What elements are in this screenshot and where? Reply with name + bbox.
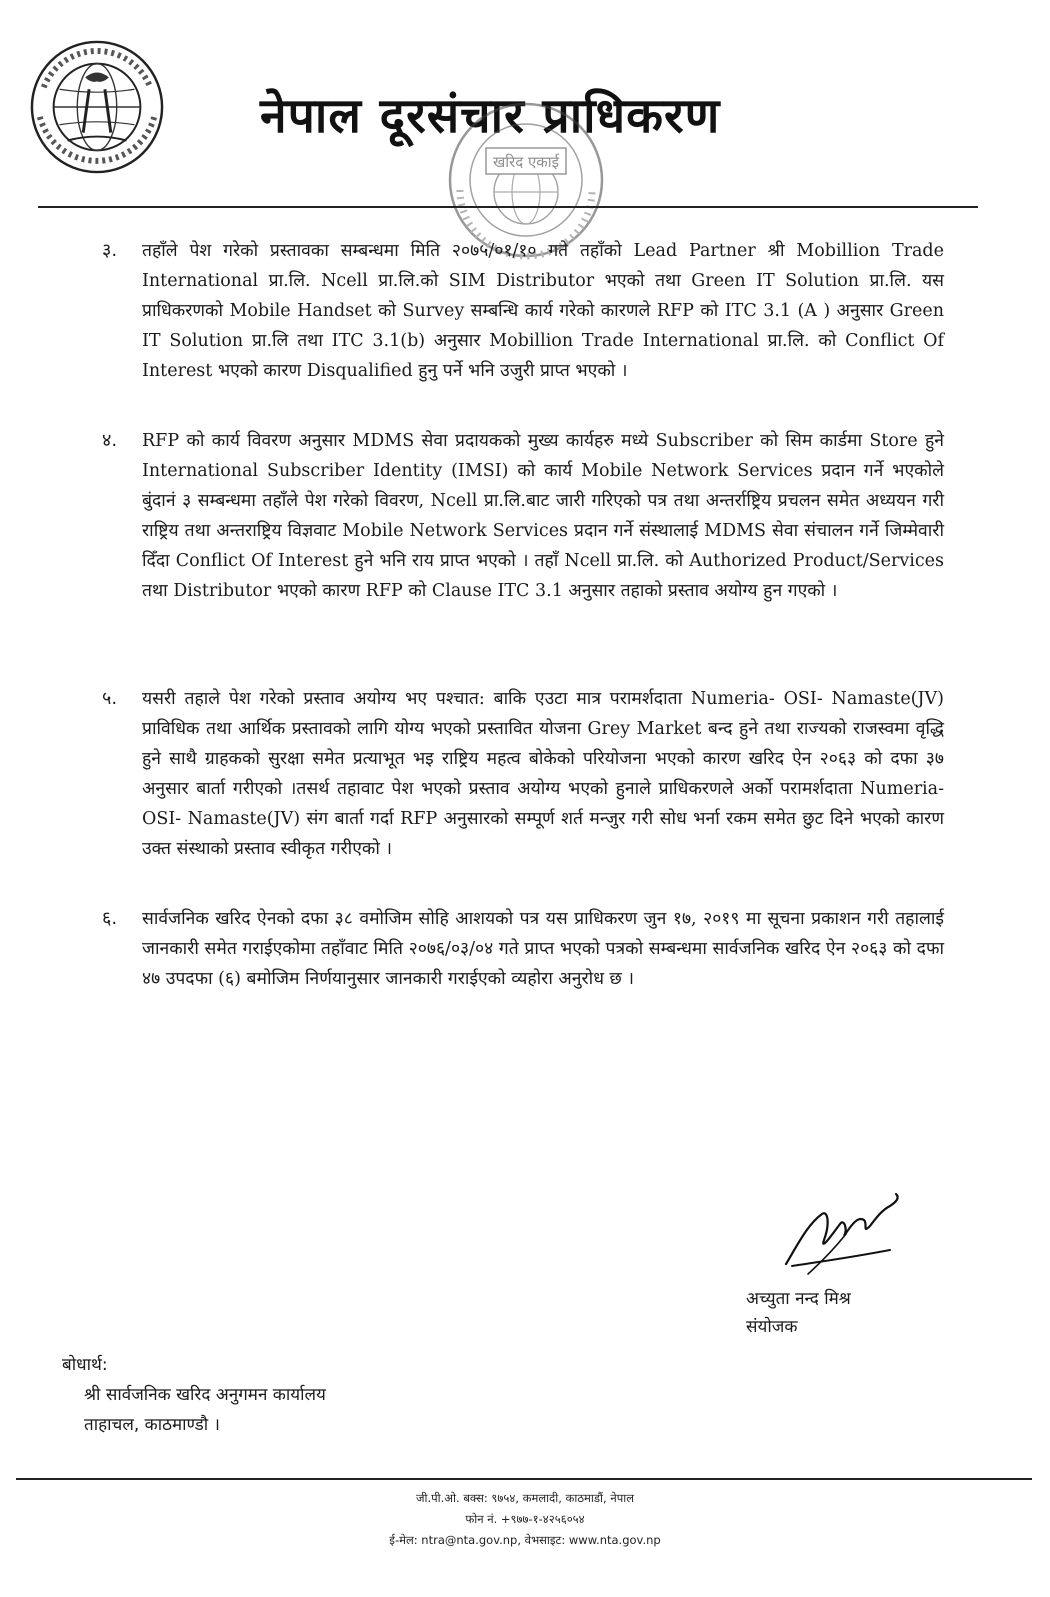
letter-body bbox=[102, 236, 944, 1034]
signatory-name: अच्युता नन्द मिश्र bbox=[746, 1289, 851, 1309]
point-number: ४. bbox=[102, 430, 118, 451]
point-number: ५. bbox=[102, 688, 118, 709]
organization-title: नेपाल दूरसंचार प्राधिकरण bbox=[260, 88, 721, 144]
point-4 bbox=[102, 426, 944, 606]
handwritten-signature-icon bbox=[778, 1184, 908, 1280]
point-5 bbox=[102, 684, 944, 864]
point-text: तहाँले पेश गरेको प्रस्तावका सम्बन्धमा मिति २०७५/०१/१० गते तहाँको Lead Partner श्री Mobillion Trade International प्रा.लि. Ncell प्रा.लि.को SIM Distributor भएको तथा Green IT Solution प्रा.लि. यस प्राधिकरणको Mobile Handset को Survey सम्बन्धि कार्य गरेको कारणले RFP को ITC 3.1 (A ) अनुसार Green IT Solution प्रा.लि तथा ITC 3.1(b) अनुसार Mobillion Trade International प्रा.लि. को Conflict Of Interest भएको कारण Disqualified हुनु पर्ने भनि उजुरी प्राप्त भएको । bbox=[142, 241, 944, 381]
footer-divider bbox=[16, 1478, 1032, 1480]
signatory-block bbox=[746, 1285, 966, 1341]
point-number: ६. bbox=[102, 908, 118, 929]
seal-text: खरिद एकाई bbox=[492, 153, 560, 171]
point-text: RFP को कार्य विवरण अनुसार MDMS सेवा प्रदायकको मुख्य कार्यहरु मध्ये Subscriber को सिम कार्डमा Store हुने International Subscriber Identity (IMSI) को कार्य Mobile Network Services प्रदान गर्ने भएकोले बुंदानं ३ सम्बन्धमा तहाँले पेश गरेको विवरण, Ncell प्रा.लि.बाट जारी गरिएको पत्र तथा अन्तर्राष्ट्रिय प्रचलन समेत अध्ययन गरी राष्ट्रिय तथा अन्तराष्ट्रिय विज्ञवाट Mobile Network Services प्रदान गर्ने संस्थालाई MDMS सेवा संचालन गर्ने जिम्मेवारी दिँदा Conflict Of Interest हुने भनि राय प्राप्त भएको । तहाँ Ncell प्रा.लि. को Authorized Product/Services तथा Distributor भएको कारण RFP को Clause ITC 3.1 अनुसार तहाको प्रस्ताव अयोग्य हुन गएको । bbox=[142, 431, 944, 601]
point-text: यसरी तहाले पेश गरेको प्रस्ताव अयोग्य भए पश्चात: बाकि एउटा मात्र परामर्शदाता Numeria- OSI- Namaste(JV) प्राविधिक तथा आर्थिक प्रस्तावको लागि योग्य भएको प्रस्तावित योजना Grey Market बन्द हुने तथा राज्यको राजस्वमा वृद्धि हुने साथै ग्राहकको सुरक्षा समेत प्रत्याभूत भइ राष्ट्रिय महत्व बोकेको परियोजना भएको कारण खरिद ऐन २०६३ को दफा ३७ अनुसार बार्ता गरीएको ।तसर्थ तहावाट पेश भएको प्रस्ताव अयोग्य भएको हुनाले प्राधिकरणले अर्को परामर्शदाता Numeria- OSI- Namaste(JV) संग बार्ता गर्दा RFP अनुसारको सम्पूर्ण शर्त मन्जुर गरी सोध भर्ना रकम समेत छुट दिने भएको कारण उक्त संस्थाको प्रस्ताव स्वीकृत गरीएको । bbox=[142, 689, 944, 859]
cc-label: बोधार्थ: bbox=[62, 1355, 108, 1375]
header-divider bbox=[38, 206, 978, 208]
nta-emblem-icon bbox=[28, 38, 166, 176]
cc-line: श्री सार्वजनिक खरिद अनुगमन कार्यालय bbox=[84, 1385, 326, 1405]
footer bbox=[300, 1488, 750, 1551]
point-6 bbox=[102, 904, 944, 994]
footer-contact: ई-मेल: ntra@nta.gov.np, वेभसाइट: www.nta.gov.np bbox=[389, 1533, 661, 1547]
footer-address: जी.पी.ओ. बक्स: ९७५४, कमलादी, काठमाडौं, नेपाल bbox=[415, 1491, 635, 1505]
point-number: ३. bbox=[102, 240, 118, 261]
cc-block bbox=[62, 1350, 562, 1440]
point-text: सार्वजनिक खरिद ऐनको दफा ३८ वमोजिम सोहि आशयको पत्र यस प्राधिकरण जुन १७, २०१९ मा सूचना प्रकाशन गरी तहालाई जानकारी समेत गराईएकोमा तहाँवाट मिति २०७६/०३/०४ गते प्राप्त भएको पत्रको सम्बन्धमा सार्वजनिक खरिद ऐन २०६३ को दफा ४७ उपदफा (६) बमोजिम निर्णयानुसार जानकारी गराईएको व्यहोरा अनुरोध छ । bbox=[142, 909, 944, 989]
cc-line: ताहाचल, काठमाण्डौ । bbox=[84, 1415, 220, 1435]
point-3 bbox=[102, 236, 944, 386]
footer-phone: फोन नं. +९७७-१-४२५६०५४ bbox=[465, 1512, 585, 1526]
signatory-role: संयोजक bbox=[746, 1317, 798, 1337]
